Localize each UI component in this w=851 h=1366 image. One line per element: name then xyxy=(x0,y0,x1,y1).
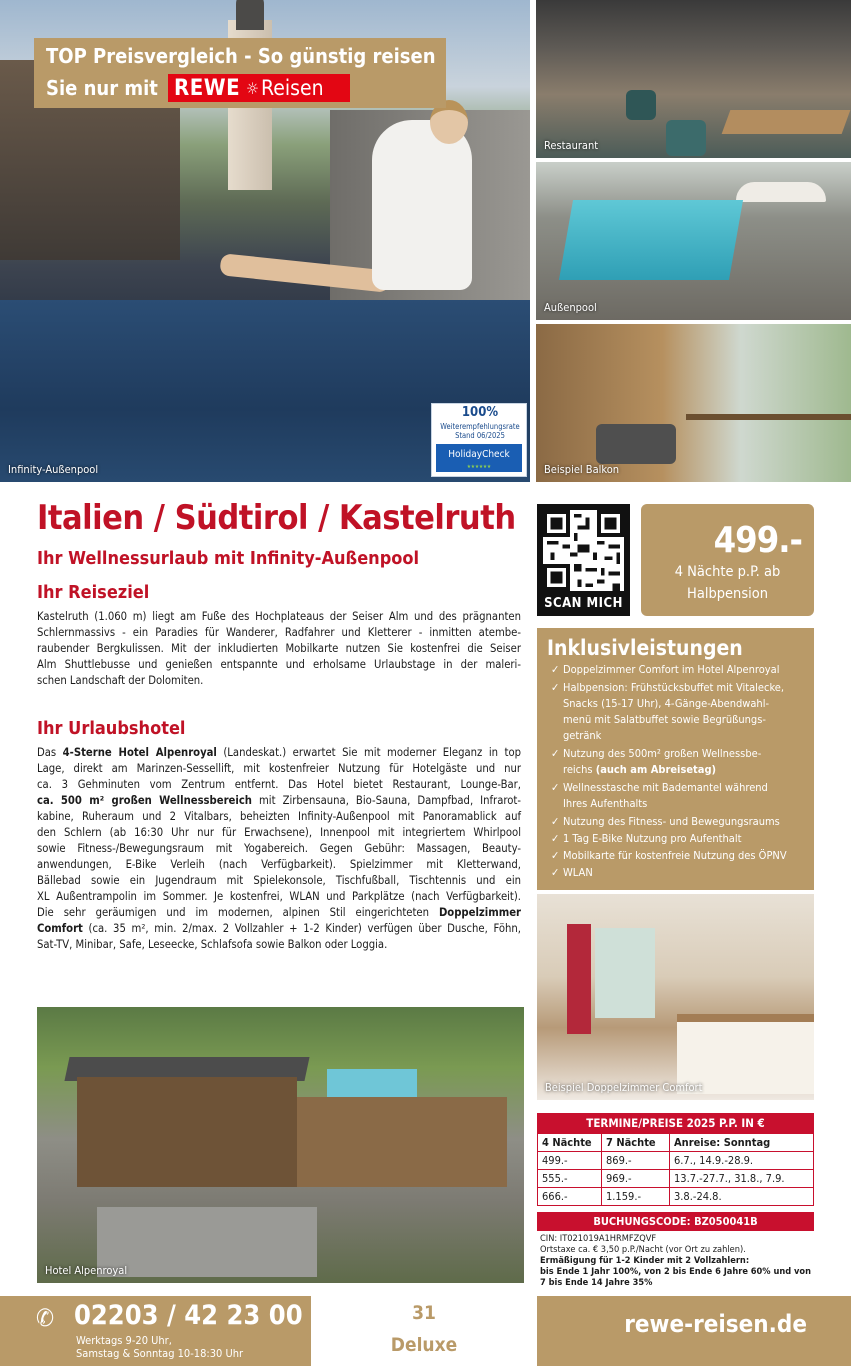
offer-subtitle: Ihr Wellnessurlaub mit Infinity-Außenpool xyxy=(37,548,420,569)
service-item: ✓ Halbpension: Frühstücksbuffet mit Vitalecke, xyxy=(551,681,785,694)
hotel-caption: Hotel Alpenroyal xyxy=(45,1264,128,1277)
restaurant-photo xyxy=(536,0,851,158)
room-caption: Beispiel Doppelzimmer Comfort xyxy=(545,1081,703,1094)
price-nights: 4 Nächte p.P. ab xyxy=(674,564,781,580)
price-board: Halbpension xyxy=(687,586,768,602)
price-table xyxy=(537,1133,814,1206)
qr-code-icon[interactable] xyxy=(543,510,624,591)
rating-stars-icon: ★★★★★★ xyxy=(466,464,492,470)
logo-reisen-text: Reisen xyxy=(261,76,324,100)
page-number: 31 xyxy=(412,1302,436,1324)
hotel-text-line: den Schlern (ab 16:30 Uhr nur für Erwachsene), Innenpool mit integriertem Whirlpool xyxy=(37,826,521,839)
service-item: ✓ Doppelzimmer Comfort im Hotel Alpenroyal xyxy=(551,663,780,676)
hotel-text-line: Comfort (ca. 35 m², min. 2/max. 2 Vollzahler + 1-2 Kinder) verfügen über Dusche, Föhn, xyxy=(37,922,521,935)
room-type-bold: Comfort xyxy=(37,922,83,935)
pool-caption: Außenpool xyxy=(544,301,597,314)
service-item: ✓ WLAN xyxy=(551,866,593,879)
phone-icon: ✆ xyxy=(36,1304,55,1332)
hotel-aerial-photo xyxy=(37,1007,524,1283)
page-footer xyxy=(0,1296,851,1366)
service-item: ✓ Mobilkarte für kostenfreie Nutzung des ÖPNV xyxy=(551,849,787,862)
promo-headline: TOP Preisvergleich - So günstig reisen xyxy=(46,44,436,68)
rewe-reisen-logo xyxy=(168,74,350,102)
hotel-text-line: kabine, Ruheraum und 2 Vitalbars, beheizten Infinity-Außenpool mit Panoramablick auf xyxy=(37,810,521,823)
table-cell: 499.- xyxy=(538,1152,602,1170)
service-item: ✓ Nutzung des Fitness- und Bewegungsraums xyxy=(551,815,780,828)
check-icon: ✓ xyxy=(551,681,560,694)
phone-number[interactable]: 02203 / 42 23 00 xyxy=(74,1300,303,1331)
column-header: 4 Nächte xyxy=(538,1134,602,1152)
child-discount-note: 7 bis Ende 14 Jahre 35% xyxy=(540,1277,653,1288)
price-amount: 499.- xyxy=(713,520,802,561)
hotel-text-line: Bällebad sowie ein Jugendraum mit Spielekonsole, Tischfußball, Tischtennis und ein xyxy=(37,874,521,887)
balcony-photo xyxy=(536,324,851,482)
website-link[interactable]: rewe-reisen.de xyxy=(624,1310,807,1338)
check-icon: ✓ xyxy=(551,747,560,760)
holidaycheck-badge xyxy=(431,403,527,477)
scan-me-label: SCAN MICH xyxy=(544,596,623,611)
promo-banner xyxy=(34,38,446,108)
service-item: Ihres Aufenthalts xyxy=(563,797,648,810)
destination-text-line: Schlernmassivs - ein Paradies für Wanderer, Radfahrer und Kletterer - inmitten atembe- xyxy=(37,626,521,639)
check-icon: ✓ xyxy=(551,781,560,794)
hotel-text-line: sowie Fitness-/Bewegungsraum mit Yogabereich. Gegen Gebühr: Massagen, Beauty- xyxy=(37,842,521,855)
table-cell: 666.- xyxy=(538,1188,602,1206)
restaurant-caption: Restaurant xyxy=(544,139,599,152)
child-discount-note: bis Ende 1 Jahr 100%, von 2 bis Ende 6 Jahre 60% und von xyxy=(540,1266,811,1277)
room-type-bold: Doppelzimmer xyxy=(438,906,521,919)
table-header-row xyxy=(538,1134,814,1152)
inclusive-services-title: Inklusivleistungen xyxy=(547,636,743,660)
balcony-caption: Beispiel Balkon xyxy=(544,463,620,476)
hotel-heading: Ihr Urlaubshotel xyxy=(37,718,186,739)
table-cell: 3.8.-24.8. xyxy=(670,1188,814,1206)
booking-code: BUCHUNGSCODE: BZ050041B xyxy=(537,1212,814,1231)
destination-text-line: Alm Shuttlebusse und genießen entspannte und erholsame Urlaubstage in der maleri- xyxy=(37,658,521,671)
double-room-photo xyxy=(537,894,814,1100)
check-icon: ✓ xyxy=(551,832,560,845)
hotel-text-line: anwendungen, E-Bike Verleih (nach Verfügbarkeit). Spielzimmer mit Kletterwand, xyxy=(37,858,521,871)
service-item: Snacks (15-17 Uhr), 4-Gänge-Abendwahl- xyxy=(563,697,770,710)
table-row xyxy=(538,1170,814,1188)
promo-subline: Sie nur mit xyxy=(46,76,158,100)
hotel-text-line: Lage, direkt am Marinzen-Sessellift, mit kostenfreier Nutzung für Hotelgäste und nur xyxy=(37,762,521,775)
service-item: ✓ Nutzung des 500m² großen Wellnessbe- xyxy=(551,747,762,760)
hotel-text-line: ca. 500 m² großen Wellnessbereich mit Zirbensauna, Bio-Sauna, Dampfbad, Infrarot- xyxy=(37,794,521,807)
table-row xyxy=(538,1188,814,1206)
outdoor-pool-photo xyxy=(536,162,851,320)
wellness-area-size: ca. 500 m² großen Wellnessbereich xyxy=(37,794,252,807)
hero-caption: Infinity-Außenpool xyxy=(8,463,99,476)
check-icon: ✓ xyxy=(551,663,560,676)
opening-hours: Samstag & Sonntag 10-18:30 Uhr xyxy=(76,1347,244,1360)
page-title: Italien / Südtirol / Kastelruth xyxy=(37,498,516,538)
table-cell: 13.7.-27.7., 31.8., 7.9. xyxy=(670,1170,814,1188)
check-icon: ✓ xyxy=(551,849,560,862)
hotel-text-line: Sat-TV, Minibar, Safe, Leseecke, Schlafsofa sowie Balkon oder Loggia. xyxy=(37,938,388,951)
hotel-text-line: ca. 3 Gehminuten vom Zentrum entfernt. Das Hotel bietet Restaurant, Lounge-Bar, xyxy=(37,778,521,791)
price-box xyxy=(641,504,814,616)
service-item: ✓ Wellnesstasche mit Bademantel während xyxy=(551,781,768,794)
hotel-text-line: Das 4-Sterne Hotel Alpenroyal (Landeskat.) erwartet Sie mit moderner Eleganz in top xyxy=(37,746,521,759)
catalog-category: Deluxe xyxy=(390,1334,458,1356)
footer-website xyxy=(537,1296,851,1366)
cin-note: CIN: IT021019A1HRMFZQVF xyxy=(540,1233,657,1244)
footer-page-info xyxy=(311,1296,537,1366)
table-cell: 555.- xyxy=(538,1170,602,1188)
table-cell: 6.7., 14.9.-28.9. xyxy=(670,1152,814,1170)
table-row xyxy=(538,1152,814,1170)
hotel-name: 4-Sterne Hotel Alpenroyal xyxy=(62,746,217,759)
hotel-text-line: XL Außentrampolin im Sommer. Je kostenfrei, WLAN und Parkplätze (nach Verfügbarkeit). xyxy=(37,890,521,903)
tourist-tax-note: Ortstaxe ca. € 3,50 p.P./Nacht (vor Ort zu zahlen). xyxy=(540,1244,746,1255)
check-icon: ✓ xyxy=(551,866,560,879)
column-header: Anreise: Sonntag xyxy=(670,1134,814,1152)
sun-icon: ☼ xyxy=(246,78,260,98)
destination-text-line: schen Landschaft der Dolomiten. xyxy=(37,674,204,687)
inclusive-services-box xyxy=(537,628,814,890)
table-cell: 869.- xyxy=(602,1152,670,1170)
recommendation-date: Stand 06/2025 xyxy=(455,431,505,440)
child-discount-note: Ermäßigung für 1-2 Kinder mit 2 Vollzahlern: xyxy=(540,1255,750,1266)
service-item: reichs (auch am Abreisetag) xyxy=(563,763,717,776)
logo-rewe-text: REWE xyxy=(174,75,241,101)
service-item: menü mit Salatbuffet sowie Begrüßungs- xyxy=(563,713,766,726)
destination-text-line: Kastelruth (1.060 m) liegt am Fuße des Hochplateaus der Seiser Alm und des prägnanten xyxy=(37,610,521,623)
destination-text-line: raubender Bergkulissen. Mit der inkludierten Mobilkarte nutzen Sie kostenfrei die Seiser xyxy=(37,642,521,655)
table-cell: 969.- xyxy=(602,1170,670,1188)
holidaycheck-logo: HolidayCheck xyxy=(436,444,522,472)
service-item: ✓ 1 Tag E-Bike Nutzung pro Aufenthalt xyxy=(551,832,742,845)
qr-code-box[interactable] xyxy=(537,504,630,616)
opening-hours: Werktags 9-20 Uhr, xyxy=(76,1334,172,1347)
hotel-text-line: Die sehr geräumigen und im modernen, alpinen Stil eingerichteten Doppelzimmer xyxy=(37,906,521,919)
footer-contact xyxy=(0,1296,311,1366)
service-item: getränk xyxy=(563,729,602,742)
recommendation-percent: 100% xyxy=(461,405,499,420)
price-table-header: TERMINE/PREISE 2025 P.P. IN € xyxy=(537,1113,814,1133)
destination-heading: Ihr Reiseziel xyxy=(37,582,150,603)
check-icon: ✓ xyxy=(551,815,560,828)
table-cell: 1.159.- xyxy=(602,1188,670,1206)
column-header: 7 Nächte xyxy=(602,1134,670,1152)
recommendation-label: Weiterempfehlungsrate xyxy=(440,422,520,431)
